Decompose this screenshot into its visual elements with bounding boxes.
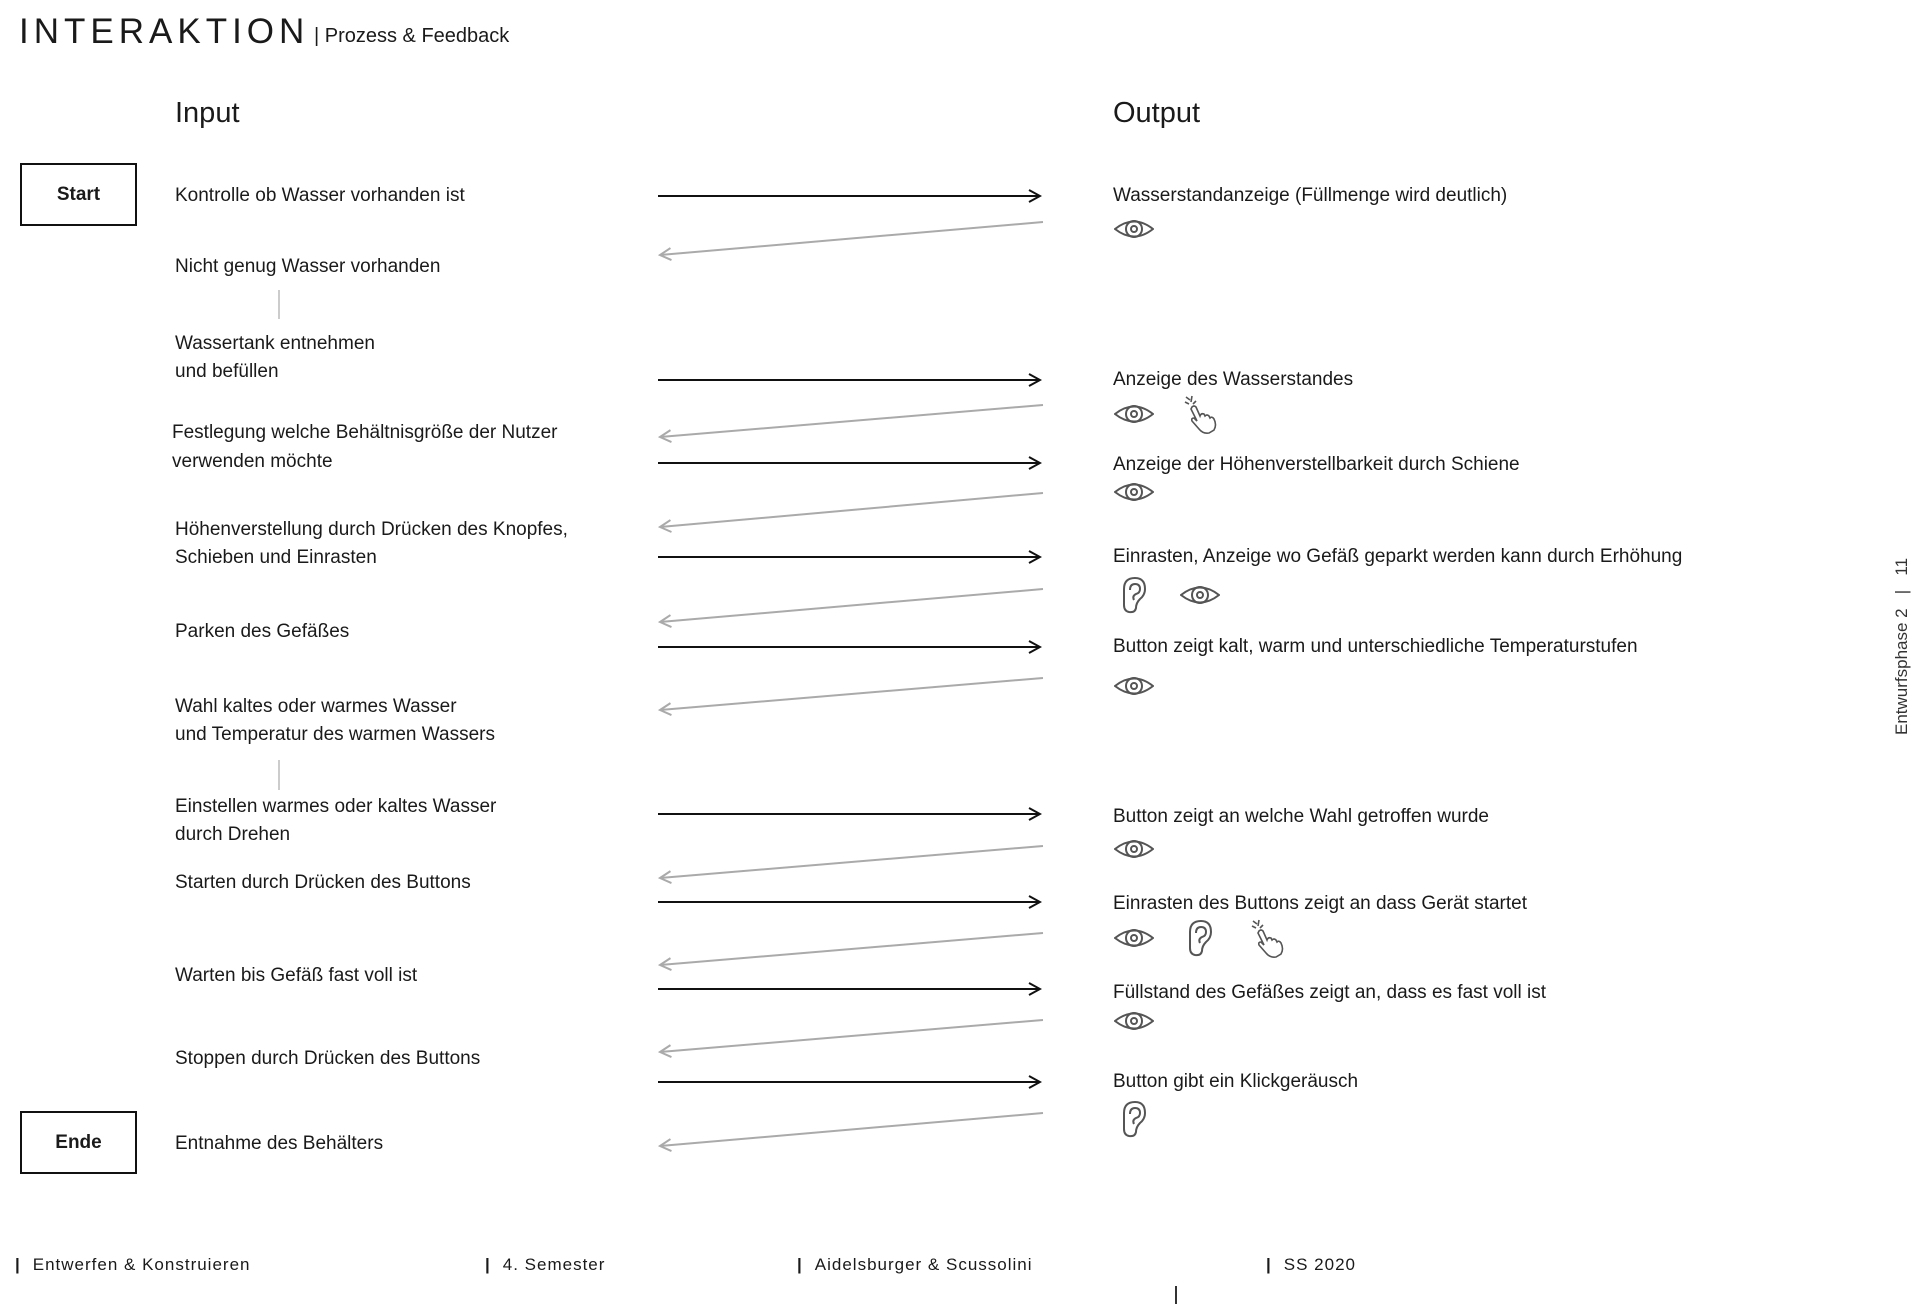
output-feedback: Button zeigt an welche Wahl getroffen wurde xyxy=(1113,806,1490,827)
touch-icon xyxy=(1180,394,1220,434)
bottom-divider xyxy=(1175,1286,1177,1304)
return-arrow xyxy=(660,933,1043,965)
touch-icon xyxy=(1247,918,1287,958)
output-feedback: Anzeige des Wasserstandes xyxy=(1113,369,1354,390)
footer-separator: | xyxy=(485,1255,491,1274)
output-feedback: Einrasten des Buttons zeigt an dass Gerät startet xyxy=(1113,893,1528,914)
footer-separator: | xyxy=(1266,1255,1272,1274)
connector-line xyxy=(278,760,280,790)
eye-icon xyxy=(1114,209,1154,249)
input-step: Entnahme des Behälters xyxy=(175,1133,384,1154)
eye-icon xyxy=(1114,1001,1154,1041)
end-label: Ende xyxy=(55,1131,102,1153)
input-step: Wassertank entnehmen xyxy=(175,333,375,354)
page-title: INTERAKTION xyxy=(19,12,310,51)
return-arrow xyxy=(660,493,1043,527)
return-arrow xyxy=(660,589,1043,622)
return-arrow xyxy=(660,846,1043,878)
input-step: Höhenverstellung durch Drücken des Knopfes, xyxy=(175,519,568,540)
start-box xyxy=(20,163,137,226)
eye-icon xyxy=(1114,394,1154,434)
ear-icon xyxy=(1180,918,1220,958)
eye-icon xyxy=(1114,918,1154,958)
start-label: Start xyxy=(56,183,101,205)
eye-icon xyxy=(1114,829,1154,869)
input-step: verwenden möchte xyxy=(172,451,333,472)
input-step: Wahl kaltes oder warmes Wasser xyxy=(175,696,457,717)
footer-term: | SS 2020 xyxy=(1266,1255,1356,1274)
footer-semester: | 4. Semester xyxy=(485,1255,606,1274)
footer-separator: | xyxy=(797,1255,803,1274)
output-feedback: Einrasten, Anzeige wo Gefäß geparkt werden kann durch Erhöhung xyxy=(1113,546,1683,567)
footer-separator: | xyxy=(15,1255,21,1274)
eye-icon xyxy=(1114,472,1154,512)
input-step: Starten durch Drücken des Buttons xyxy=(175,872,471,893)
end-box xyxy=(20,1111,137,1174)
input-step: Festlegung welche Behältnisgröße der Nutzer xyxy=(172,422,558,443)
return-arrow xyxy=(660,678,1043,710)
footer-course: | Entwerfen & Konstruieren xyxy=(15,1255,251,1274)
input-step: Nicht genug Wasser vorhanden xyxy=(175,256,441,277)
input-step: Kontrolle ob Wasser vorhanden ist xyxy=(175,185,465,206)
output-feedback: Button zeigt kalt, warm und unterschiedliche Temperaturstufen xyxy=(1113,636,1638,657)
input-step: durch Drehen xyxy=(175,824,291,845)
footer-authors: | Aidelsburger & Scussolini xyxy=(797,1255,1033,1274)
input-step: Parken des Gefäßes xyxy=(175,621,350,642)
return-arrow xyxy=(660,1020,1043,1052)
eye-icon xyxy=(1114,666,1154,706)
ear-icon xyxy=(1114,1099,1154,1139)
input-step: Einstellen warmes oder kaltes Wasser xyxy=(175,796,497,817)
input-step: und befüllen xyxy=(175,361,279,382)
input-step: Stoppen durch Drücken des Buttons xyxy=(175,1048,481,1069)
output-feedback: Anzeige der Höhenverstellbarkeit durch Schiene xyxy=(1113,454,1520,475)
input-step: Warten bis Gefäß fast voll ist xyxy=(175,965,418,986)
input-heading: Input xyxy=(175,97,240,129)
connector-line xyxy=(278,290,280,319)
ear-icon xyxy=(1114,575,1154,615)
return-arrow xyxy=(660,222,1043,255)
eye-icon xyxy=(1180,575,1220,615)
return-arrow xyxy=(660,1113,1043,1146)
output-feedback: Wasserstandanzeige (Füllmenge wird deutlich) xyxy=(1113,185,1508,206)
side-label: Entwurfsphase 2 | 11 xyxy=(1892,557,1911,735)
page-subtitle: | Prozess & Feedback xyxy=(314,25,510,47)
return-arrow xyxy=(660,405,1043,437)
output-heading: Output xyxy=(1113,97,1201,129)
input-step: Schieben und Einrasten xyxy=(175,547,377,568)
input-step: und Temperatur des warmen Wassers xyxy=(175,724,495,745)
output-feedback: Füllstand des Gefäßes zeigt an, dass es fast voll ist xyxy=(1113,982,1546,1003)
output-feedback: Button gibt ein Klickgeräusch xyxy=(1113,1071,1359,1092)
